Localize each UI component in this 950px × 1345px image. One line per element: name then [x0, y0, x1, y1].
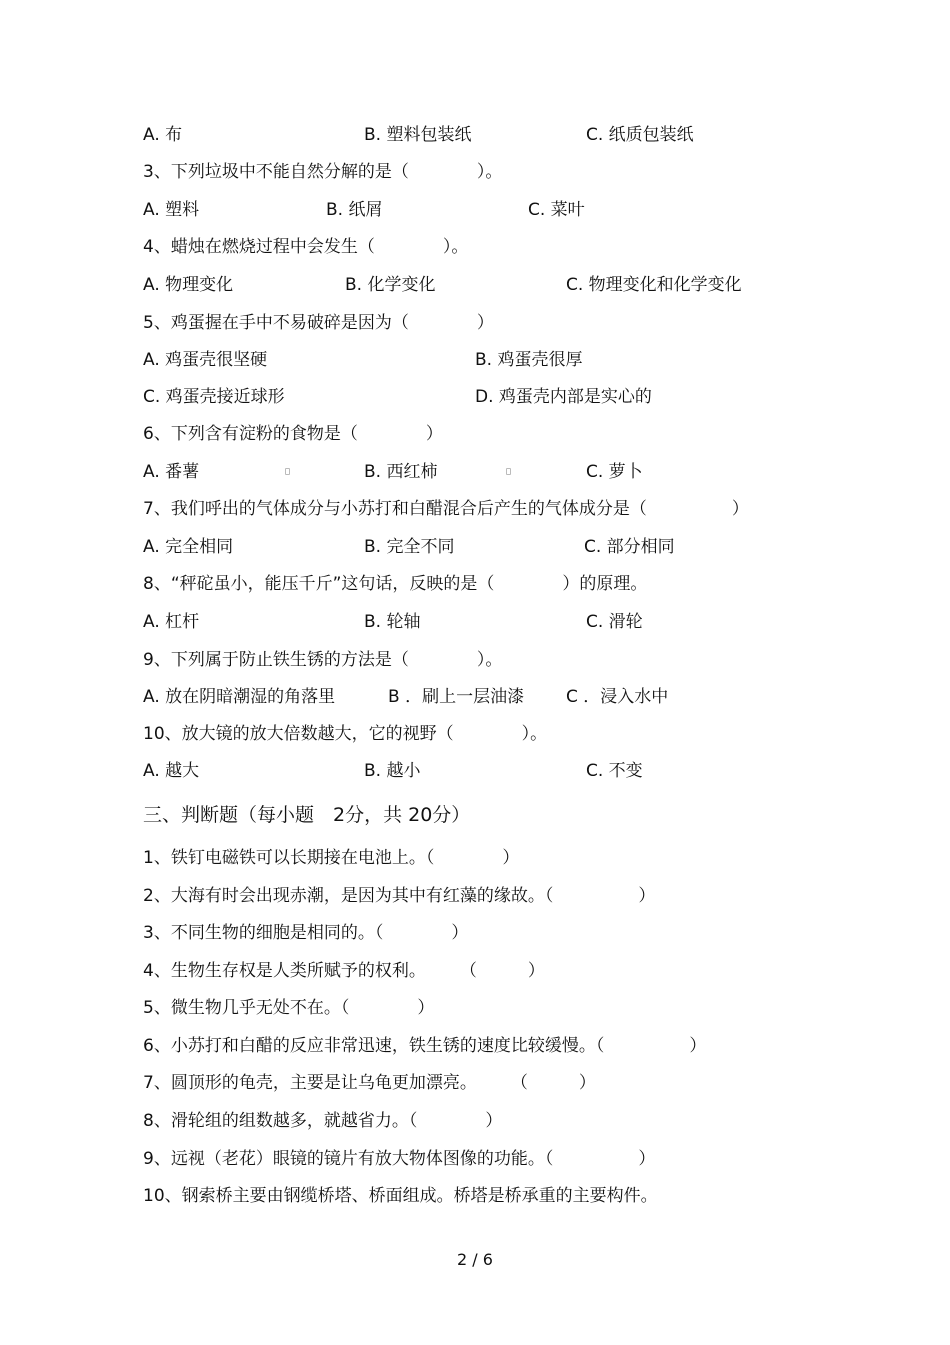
page-number: 2 / 6 — [457, 1250, 493, 1269]
q10-stem: 10、放大镜的放大倍数越大，它的视野（ ）。 — [143, 724, 548, 744]
q6-option-b: B. 西红柿 — [364, 462, 438, 482]
q5-option-d: D. 鸡蛋壳内部是实心的 — [475, 387, 652, 407]
judgment-item: 2、大海有时会出现赤潮，是因为其中有红藻的缘故。（ ） — [143, 886, 656, 906]
q2-option-c: C. 纸质包装纸 — [586, 125, 694, 145]
judgment-item: 5、微生物几乎无处不在。（ ） — [143, 998, 435, 1018]
q6-option-c: C. 萝卜 — [586, 462, 643, 482]
q5-option-c: C. 鸡蛋壳接近球形 — [143, 387, 285, 407]
q10-option-b: B. 越小 — [364, 761, 421, 781]
q7-option-b: B. 完全不同 — [364, 537, 455, 557]
q4-option-b: B. 化学变化 — [345, 275, 436, 295]
q10-option-c: C. 不变 — [586, 761, 643, 781]
q8-stem: 8、“秤砣虽小，能压千斤”这句话，反映的是（ ）的原理。 — [143, 574, 648, 594]
q7-option-a: A. 完全相同 — [143, 537, 234, 557]
section-heading: 三、判断题（每小题 2分，共 20分） — [143, 804, 471, 826]
judgment-item: 1、铁钉电磁铁可以长期接在电池上。（ ） — [143, 848, 520, 868]
q4-option-a: A. 物理变化 — [143, 275, 234, 295]
judgment-item: 7、圆顶形的龟壳，主要是让乌龟更加漂亮。 （ ） — [143, 1073, 596, 1093]
q8-option-a: A. 杠杆 — [143, 612, 200, 632]
q5-stem: 5、鸡蛋握在手中不易破碎是因为（ ） — [143, 313, 494, 333]
q3-option-b: B. 纸屑 — [326, 200, 383, 220]
scan-artifact-mark — [506, 468, 511, 475]
q6-option-a: A. 番薯 — [143, 462, 200, 482]
judgment-item: 6、小苏打和白醋的反应非常迅速，铁生锈的速度比较缓慢。（ ） — [143, 1036, 707, 1056]
q3-option-c: C. 菜叶 — [528, 200, 585, 220]
q3-option-a: A. 塑料 — [143, 200, 200, 220]
q7-stem: 7、我们呼出的气体成分与小苏打和白醋混合后产生的气体成分是（ ） — [143, 499, 749, 519]
q2-option-b: B. 塑料包装纸 — [364, 125, 472, 145]
q7-option-c: C. 部分相同 — [584, 537, 675, 557]
judgment-item: 3、不同生物的细胞是相同的。（ ） — [143, 923, 469, 943]
q9-option-c: C ．浸入水中 — [566, 687, 669, 707]
q3-stem: 3、下列垃圾中不能自然分解的是（ ）。 — [143, 162, 503, 182]
q9-option-a: A. 放在阴暗潮湿的角落里 — [143, 687, 336, 707]
q5-option-a: A. 鸡蛋壳很坚硬 — [143, 350, 268, 370]
q4-option-c: C. 物理变化和化学变化 — [566, 275, 742, 295]
judgment-item: 8、滑轮组的组数越多，就越省力。（ ） — [143, 1111, 503, 1131]
q8-option-b: B. 轮轴 — [364, 612, 421, 632]
q10-option-a: A. 越大 — [143, 761, 200, 781]
q4-stem: 4、蜡烛在燃烧过程中会发生（ ）。 — [143, 237, 469, 257]
q9-stem: 9、下列属于防止铁生锈的方法是（ ）。 — [143, 650, 503, 670]
judgment-item: 10、钢索桥主要由钢缆桥塔、桥面组成。桥塔是桥承重的主要构件。 — [143, 1186, 658, 1206]
scan-artifact-mark — [285, 468, 290, 475]
judgment-item: 9、远视（老花）眼镜的镜片有放大物体图像的功能。（ ） — [143, 1149, 656, 1169]
q9-option-b: B ．刷上一层油漆 — [388, 687, 525, 707]
judgment-item: 4、生物生存权是人类所赋予的权利。 （ ） — [143, 961, 545, 981]
q8-option-c: C. 滑轮 — [586, 612, 643, 632]
q2-option-a: A. 布 — [143, 125, 183, 145]
q6-stem: 6、下列含有淀粉的食物是（ ） — [143, 424, 443, 444]
q5-option-b: B. 鸡蛋壳很厚 — [475, 350, 583, 370]
